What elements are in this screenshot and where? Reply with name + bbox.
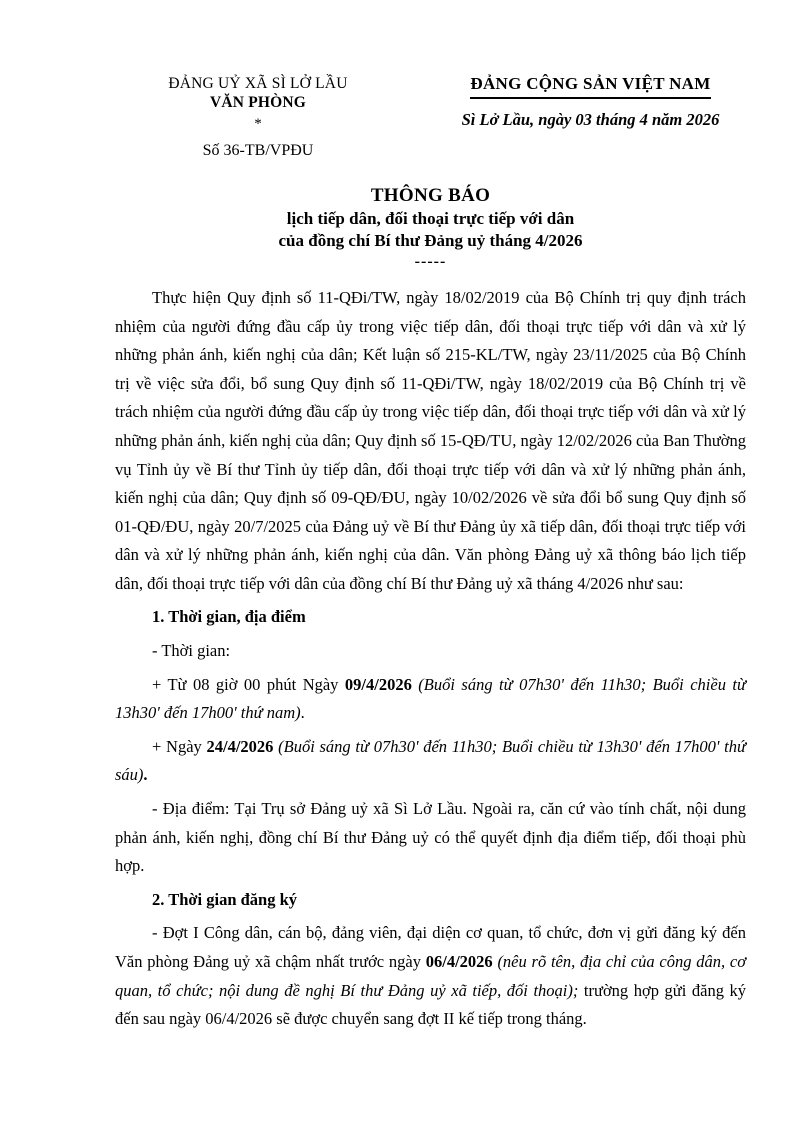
org-separator-star: *	[254, 115, 262, 132]
time-item-1-note: (Buổi sáng từ 07h30' đến 11h30; Buổi chiều từ 13h30' đến 17h00' thứ nam)	[115, 674, 746, 723]
registration-part1: - Đợt I Công dân, cán bộ, đảng viên, đại diện cơ quan, tổ chức, đơn vị gửi đăng ký đến Văn phòng Đảng uỷ xã chậm nhất trước ngày	[115, 923, 746, 971]
intro-paragraph: Thực hiện Quy định số 11-QĐi/TW, ngày 18/02/2019 của Bộ Chính trị quy định trách nhiệm của người đứng đầu cấp ủy trong việc tiếp dân, đối thoại trực tiếp với dân và xử lý những phản ánh, kiến nghị của dân; Kết luận số 215-KL/TW, ngày 23/11/2025 của Bộ Chính trị về việc sửa đổi, bổ sung Quy định số 11-QĐi/TW, ngày 18/02/2019 của Bộ Chính trị về trách nhiệm của người đứng đầu cấp ủy trong việc tiếp dân, đối thoại trực tiếp với dân và xử lý những phản ánh, kiến nghị của dân; Quy định số 15-QĐ/TU, ngày 12/02/2026 của Ban Thường vụ Tỉnh ủy về Bí thư Tỉnh ủy tiếp dân, đối thoại trực tiếp với dân và xử lý những phản ánh, kiến nghị của dân; Quy định số 09-QĐ/ĐU, ngày 10/02/2026 về sửa đổi bổ sung Quy định số 01-QĐ/ĐU, ngày 20/7/2025 của Đảng uỷ về Bí thư Đảng ủy xã tiếp dân, đối thoại trực tiếp với dân và xử lý những phản ánh, kiến nghị của dân. Văn phòng Đảng uỷ xã thông báo lịch tiếp dân, đối thoại trực tiếp với dân của đồng chí Bí thư Đảng uỷ xã tháng 4/2026 như sau:	[115, 287, 746, 593]
time-item-2-suffix: .	[143, 765, 148, 785]
location-paragraph: - Địa điểm: Tại Trụ sở Đảng uỷ xã Sì Lở Lầu. Ngoài ra, căn cứ vào tính chất, nội dung phản ánh, kiến nghị, đồng chí Bí thư Đảng uỷ có thể quyết định địa điểm tiếp, đối thoại phù hợp.	[115, 799, 746, 876]
org-parent-name: ĐẢNG UỶ XÃ SÌ LỞ LẦU	[168, 75, 348, 92]
document-subtitle-line2: của đồng chí Bí thư Đảng uỷ tháng 4/2026	[278, 230, 583, 250]
org-unit-name: VĂN PHÒNG	[209, 94, 307, 112]
time-item-1-prefix: + Từ 08 giờ 00 phút Ngày	[152, 674, 345, 694]
document-subtitle-line1: lịch tiếp dân, đối thoại trực tiếp với dân	[286, 208, 575, 228]
title-divider: -----	[414, 252, 447, 270]
time-item-1-date: 09/4/2026	[344, 674, 412, 694]
registration-deadline: 06/4/2026	[425, 952, 493, 971]
section-2-heading: 2. Thời gian đăng ký	[152, 889, 298, 909]
registration-part2: trường hợp gửi đăng ký đến sau ngày 06/4/2026 sẽ được chuyển sang đợt II kế tiếp trong tháng.	[115, 980, 747, 1029]
document-number: Số 36-TB/VPĐU	[202, 142, 314, 160]
time-item-1	[115, 671, 746, 728]
time-label-paragraph: - Thời gian:	[152, 641, 231, 661]
time-item-2-date: 24/4/2026	[206, 736, 274, 756]
place-date-line: Sì Lở Lầu, ngày 03 tháng 4 năm 2026	[461, 110, 720, 130]
party-name-header: ĐẢNG CỘNG SẢN VIỆT NAM	[470, 74, 710, 99]
time-item-2-note: (Buổi sáng từ 07h30' đến 11h30; Buổi chiều từ 13h30' đến 17h00' thứ sáu)	[115, 736, 746, 785]
issuing-org-block	[118, 74, 398, 161]
time-item-2-prefix: + Ngày	[152, 736, 207, 756]
registration-paragraph	[115, 919, 746, 1033]
title-block	[115, 184, 746, 270]
section-1-heading: 1. Thời gian, địa điểm	[152, 607, 306, 627]
document-content	[115, 184, 746, 1039]
registration-note: (nêu rõ tên, địa chỉ của công dân, cơ quan, tổ chức; nội dung đề nghị Bí thư Đảng uỷ xã tiếp, đối thoại);	[115, 952, 746, 1000]
national-header-block	[418, 74, 763, 130]
time-item-2	[115, 733, 746, 790]
document-type-title: THÔNG BÁO	[370, 185, 491, 206]
time-item-1-suffix: .	[300, 703, 305, 723]
